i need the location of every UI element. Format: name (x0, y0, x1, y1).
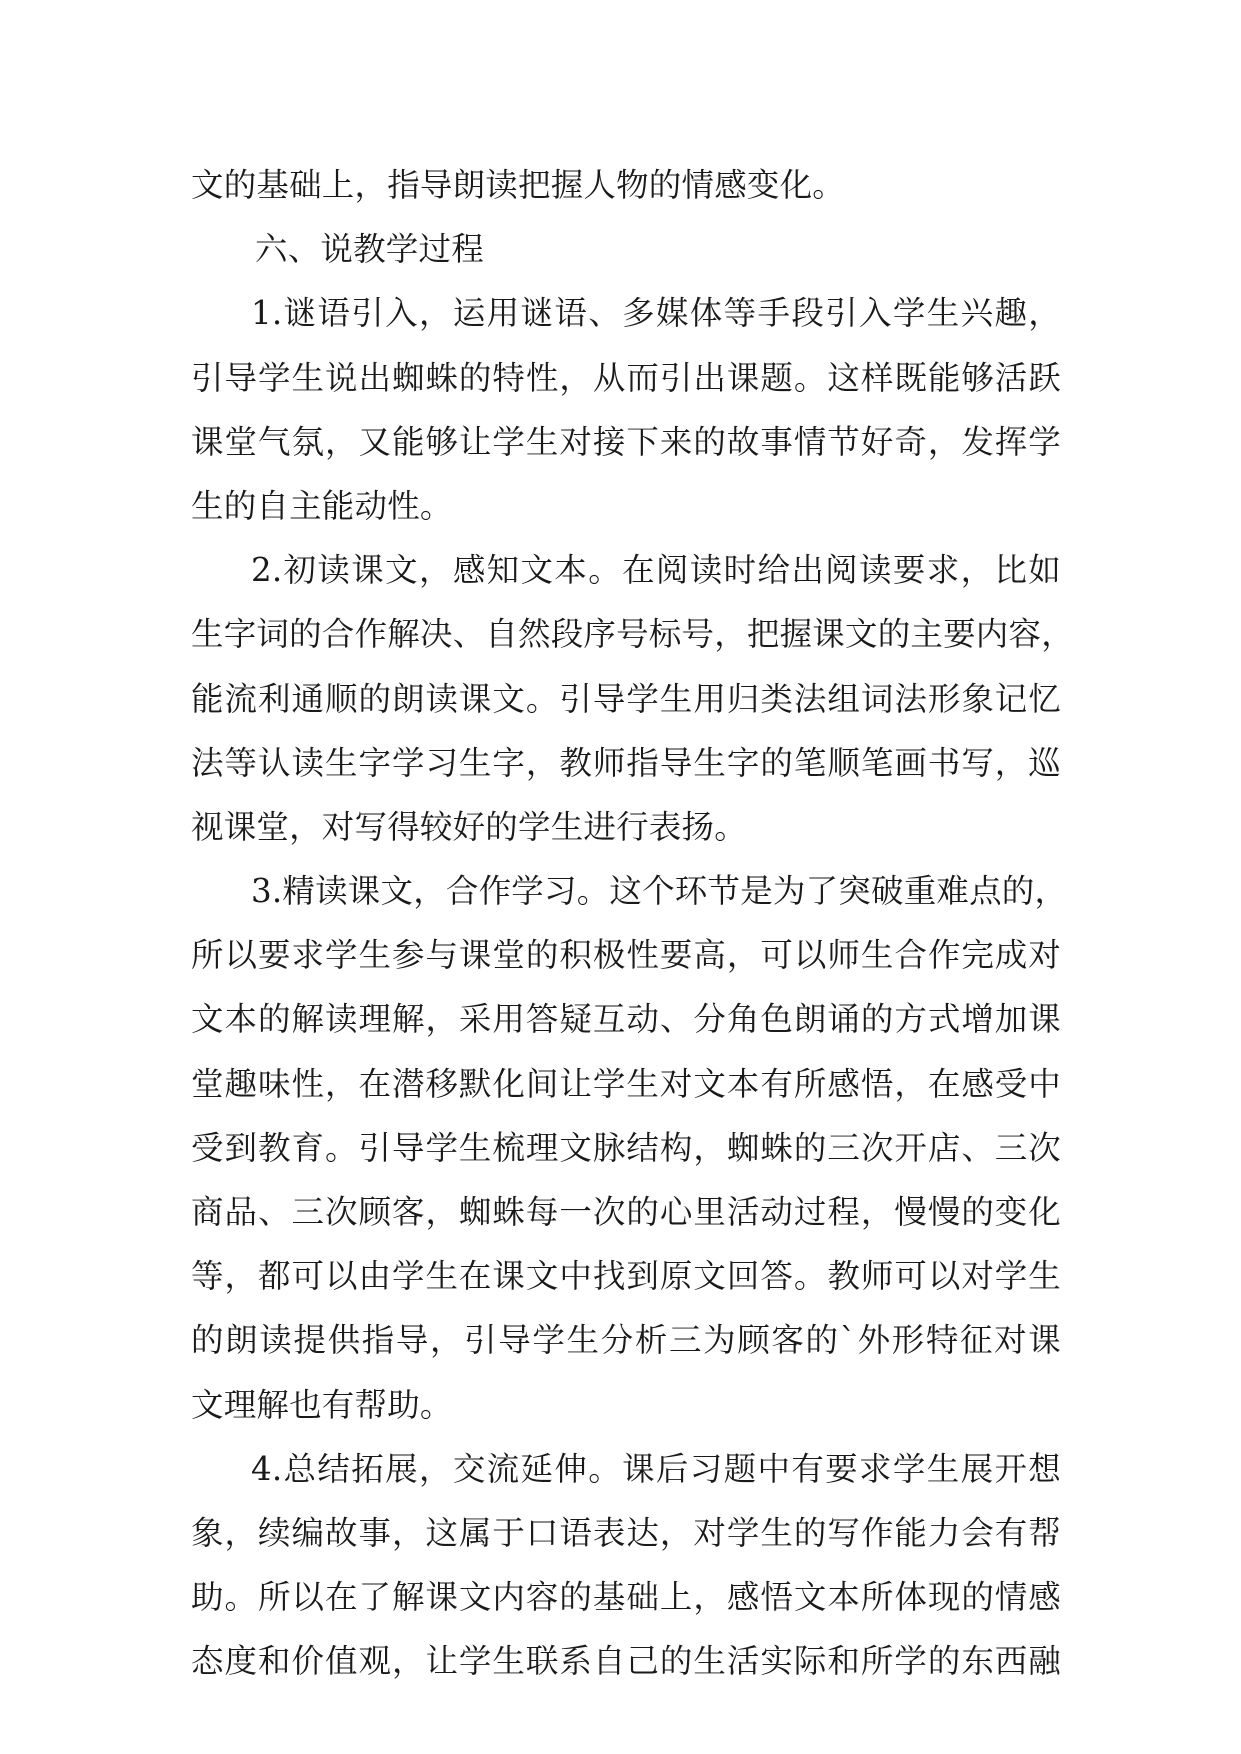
text-line: 引导学生说出蜘蛛的特性，从而引出课题。这样既能够活跃 (191, 358, 1061, 397)
text-line: 3.精读课文，合作学习。这个环节是为了突破重难点的， (251, 872, 1068, 911)
text-line: 象，续编故事，这属于口语表达，对学生的写作能力会有帮 (191, 1513, 1061, 1552)
text-line: 所以要求学生参与课堂的积极性要高，可以师生合作完成对 (191, 936, 1061, 975)
text-line: 4.总结拓展，交流延伸。课后习题中有要求学生展开想 (251, 1449, 1061, 1488)
text-line: 法等认读生字学习生字，教师指导生字的笔顺笔画书写，巡 (191, 743, 1061, 782)
text-line: 等，都可以由学生在课文中找到原文回答。教师可以对学生 (191, 1257, 1061, 1296)
text-line: 受到教育。引导学生梳理文脉结构，蜘蛛的三次开店、三次 (191, 1128, 1061, 1167)
text-line: 堂趣味性，在潜移默化间让学生对文本有所感悟，在感受中 (191, 1064, 1061, 1103)
text-line: 文的基础上，指导朗读把握人物的情感变化。 (191, 166, 846, 204)
text-line: 视课堂，对写得较好的学生进行表扬。 (191, 807, 747, 846)
text-line: 文理解也有帮助。 (191, 1385, 453, 1424)
text-line: 助。所以在了解课文内容的基础上，感悟文本所体现的情感 (191, 1578, 1061, 1617)
text-line: 文本的解读理解，采用答疑互动、分角色朗诵的方式增加课 (191, 1000, 1061, 1039)
document-body (191, 153, 1074, 1694)
text-line: 商品、三次顾客，蜘蛛每一次的心里活动过程，慢慢的变化 (191, 1193, 1061, 1231)
text-line: 生字词的合作解决、自然段序号标号，把握课文的主要内容， (191, 615, 1074, 654)
text-line: 能流利通顺的朗读课文。引导学生用归类法组词法形象记忆 (191, 679, 1061, 718)
text-line: 生的自主能动性。 (191, 486, 453, 525)
section-heading: 六、说教学过程 (255, 230, 484, 269)
text-line: 2.初读课文，感知文本。在阅读时给出阅读要求，比如 (251, 551, 1061, 590)
text-line: 1.谜语引入，运用谜语、多媒体等手段引入学生兴趣， (251, 294, 1061, 333)
text-line: 态度和价值观，让学生联系自己的生活实际和所学的东西融 (191, 1642, 1061, 1681)
text-line: 课堂气氛，又能够让学生对接下来的故事情节好奇，发挥学 (191, 422, 1061, 461)
text-line: 的朗读提供指导，引导学生分析三为顾客的`外形特征对课 (191, 1321, 1061, 1360)
